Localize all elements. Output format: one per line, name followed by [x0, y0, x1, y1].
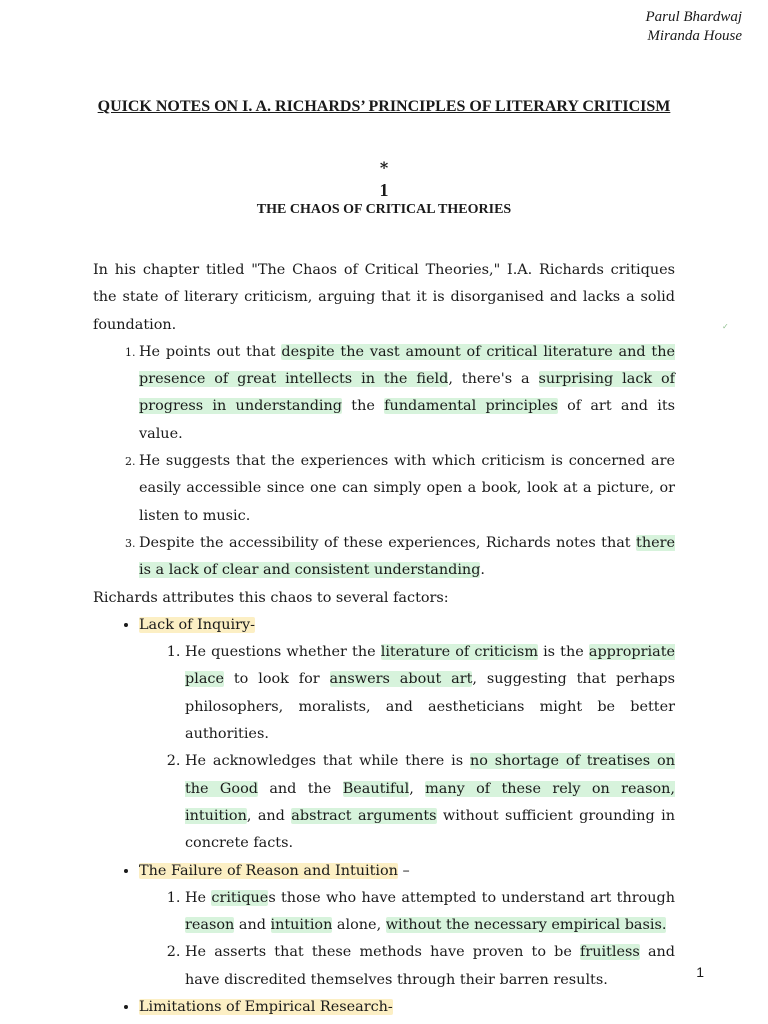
text: is the — [537, 644, 589, 661]
factor-heading — [139, 617, 255, 633]
text: The Failure of Reason and Intuition — [139, 862, 398, 879]
college-name: Miranda House — [647, 28, 742, 44]
factors-list — [93, 612, 675, 1021]
sub-point — [185, 748, 675, 857]
text: without sufficient grounding in concrete facts. — [185, 807, 675, 852]
author-block — [645, 8, 742, 46]
section-star: * — [379, 158, 389, 177]
points-list — [93, 339, 675, 585]
factor-failure-of-reason — [139, 858, 675, 994]
text: to look for — [223, 671, 330, 688]
factor-sublist — [139, 885, 675, 994]
text: , there's a — [448, 371, 539, 388]
document-body — [93, 257, 675, 1021]
text: Despite the accessibility of these experiences, Richards notes that — [139, 534, 637, 551]
highlight: critique — [211, 889, 269, 906]
factor-heading — [139, 863, 410, 879]
point-1 — [139, 339, 675, 448]
highlight: Beautiful — [342, 780, 410, 797]
highlight: literature of criticism — [380, 644, 538, 661]
text: , and — [246, 807, 292, 824]
text: , — [409, 780, 426, 797]
text: s those who have attempted to understand art through — [268, 889, 676, 906]
text: Lack of Inquiry — [139, 616, 251, 633]
text: He acknowledges that while there is — [185, 753, 470, 770]
highlight: appropriate place — [185, 644, 675, 688]
page-number: 1 — [696, 964, 704, 980]
highlight: fundamental principles — [384, 398, 558, 415]
highlight: surprising lack of progress in understanding — [139, 371, 676, 415]
highlight: there is a lack of clear and consistent understanding — [139, 534, 675, 579]
text: Limitations of Empirical Research — [139, 999, 388, 1016]
intro-paragraph: In his chapter titled "The Chaos of Critical Theories," I.A. Richards critiques the state of literary criticism, arguing that it is disorganised and lacks a solid foundation. — [93, 262, 675, 333]
sub-point — [185, 939, 675, 994]
highlight: no shortage of treatises on the Good — [185, 753, 675, 797]
chapter-number: 1 — [379, 180, 389, 200]
highlight: despite the vast amount of critical literature and the presence of great intellects in the field — [139, 343, 675, 388]
text: and the — [257, 780, 343, 797]
factor-sublist — [139, 639, 675, 857]
text: He questions whether the — [185, 644, 381, 661]
document-title: QUICK NOTES ON I. A. RICHARDS’ PRINCIPLES OF LITERARY CRITICISM — [97, 98, 671, 115]
text: - — [387, 999, 393, 1016]
highlight: intuition — [270, 917, 333, 934]
factor-limitations-empirical — [139, 994, 675, 1021]
highlight: without the necessary empirical basis. — [385, 917, 667, 934]
factor-heading — [139, 999, 393, 1015]
text: He asserts that these methods have proven to be — [185, 944, 581, 961]
text: . — [480, 562, 485, 579]
text: and have discredited themselves through their barren results. — [185, 944, 676, 988]
highlight: fruitless — [580, 944, 640, 961]
text: and — [234, 917, 271, 934]
text: He points out that — [139, 343, 282, 360]
point-3 — [139, 530, 675, 585]
highlight: abstract arguments — [291, 807, 437, 824]
highlight: many of these rely on reason, intuition — [185, 780, 675, 824]
author-name: Parul Bhardwaj — [645, 9, 742, 25]
sub-point — [185, 639, 675, 748]
highlight: reason — [185, 917, 235, 934]
text: - — [250, 616, 255, 633]
text: – — [397, 862, 410, 879]
text: of art and its value. — [139, 398, 675, 442]
chapter-title: THE CHAOS OF CRITICAL THEORIES — [256, 202, 512, 217]
point-2: 2. He suggests that the experiences with which criticism is concerned are easily accessible since one can simply open a book, look at a picture, or listen to music. — [139, 448, 675, 530]
highlight: answers about art — [329, 671, 473, 688]
text: , suggesting that perhaps philosophers, moralists, and aestheticians might be better authorities. — [185, 671, 675, 743]
margin-mark: ✓ — [722, 322, 729, 331]
text: He — [185, 889, 212, 906]
attributes-paragraph: Richards attributes this chaos to several factors: — [93, 589, 449, 606]
sub-point — [185, 885, 675, 940]
factor-lack-of-inquiry — [139, 612, 675, 858]
text: the — [342, 398, 385, 415]
text: alone, — [332, 917, 386, 934]
